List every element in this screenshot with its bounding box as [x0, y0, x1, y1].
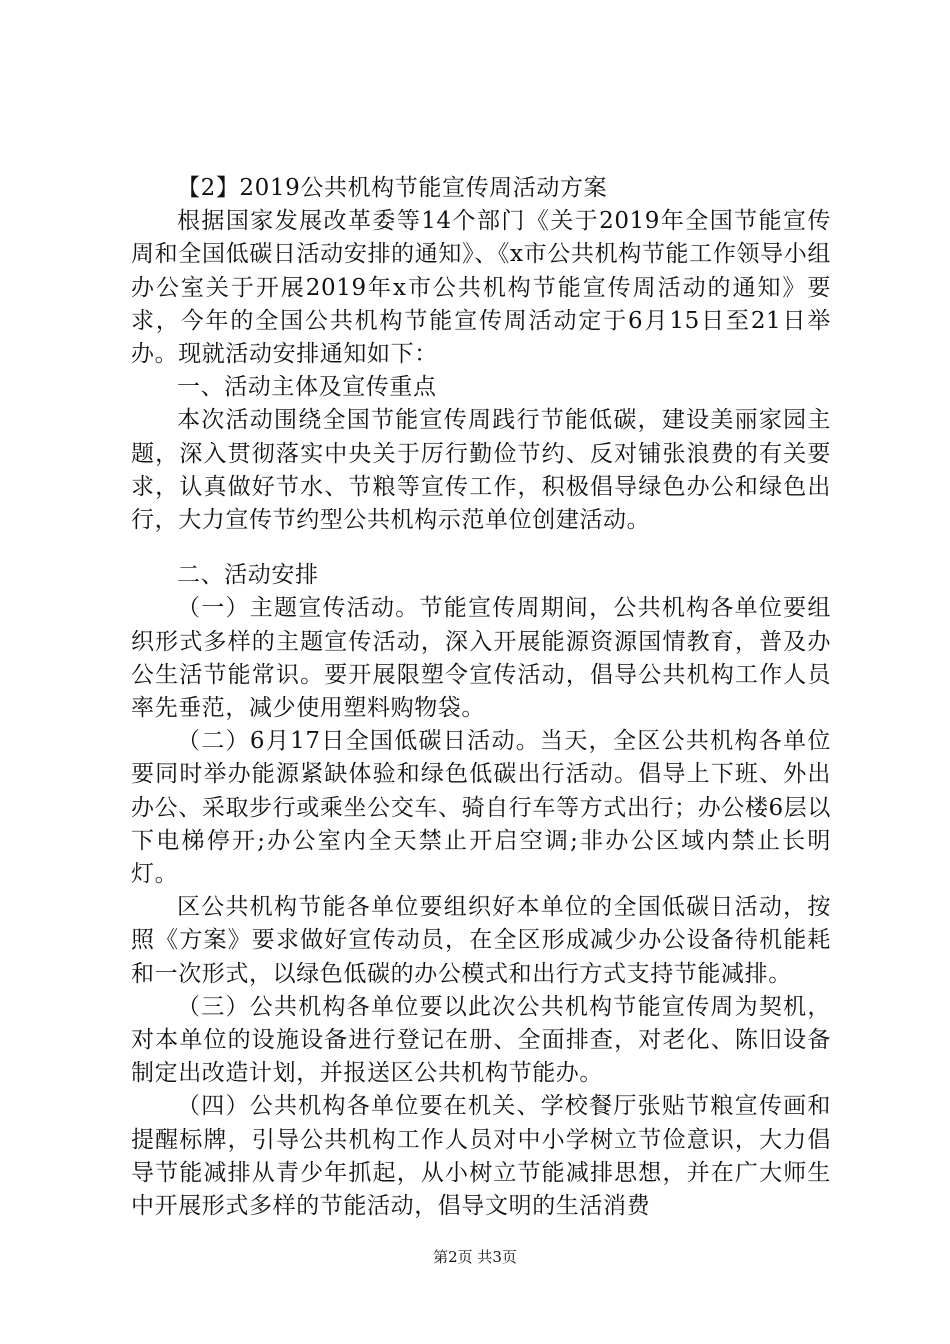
section-heading-2: 二、活动安排	[177, 562, 319, 589]
document-body	[131, 172, 831, 1223]
paragraph-item-2-detail: 区公共机构节能各单位要组织好本单位的全国低碳日活动，按照《方案》要求做好宣传动员，在全区形成减少办公设备待机能耗和一次形式，以绿色低碳的办公模式和出行方式支持节能减排。	[131, 894, 831, 987]
page-footer: 第2页 共3页	[433, 1248, 517, 1266]
paragraph-intro: 根据国家发展改革委等14个部门《关于2019年全国节能宣传周和全国低碳日活动安排的通知》、《x市公共机构节能工作领导小组办公室关于开展2019年x市公共机构节能宣传周活动的通知》要求，今年的全国公共机构节能宣传周活动定于6月15日至21日举办。现就活动安排通知如下：	[131, 208, 831, 368]
section-heading-1: 一、活动主体及宣传重点	[177, 374, 437, 401]
paragraph-item-2: （二）6月17日全国低碳日活动。当天，全区公共机构各单位要同时举办能源紧缺体验和绿色低碳出行活动。倡导上下班、外出办公、采取步行或乘坐公交车、骑自行车等方式出行；办公楼6层以下电梯停开;办公室内全天禁止开启空调;非办公区域内禁止长明灯。	[131, 728, 831, 888]
paragraph-theme: 本次活动围绕全国节能宣传周践行节能低碳，建设美丽家园主题，深入贯彻落实中央关于厉行勤俭节约、反对铺张浪费的有关要求，认真做好节水、节粮等宣传工作，积极倡导绿色办公和绿色出行，大力宣传节约型公共机构示范单位创建活动。	[131, 407, 831, 534]
paragraph-item-4: （四）公共机构各单位要在机关、学校餐厅张贴节粮宣传画和提醒标牌，引导公共机构工作人员对中小学树立节俭意识，大力倡导节能减排从青少年抓起，从小树立节能减排思想，并在广大师生中开展形式多样的节能活动，倡导文明的生活消费	[131, 1093, 831, 1220]
document-title: 【2】2019公共机构节能宣传周活动方案	[177, 175, 608, 201]
paragraph-gap	[131, 537, 831, 559]
paragraph-item-1: （一）主题宣传活动。节能宣传周期间，公共机构各单位要组织形式多样的主题宣传活动，深入开展能源资源国情教育，普及办公生活节能常识。要开展限塑令宣传活动，倡导公共机构工作人员率先垂范，减少使用塑料购物袋。	[131, 595, 831, 722]
paragraph-item-3: （三）公共机构各单位要以此次公共机构节能宣传周为契机，对本单位的设施设备进行登记在册、全面排查，对老化、陈旧设备制定出改造计划，并报送区公共机构节能办。	[131, 993, 831, 1087]
